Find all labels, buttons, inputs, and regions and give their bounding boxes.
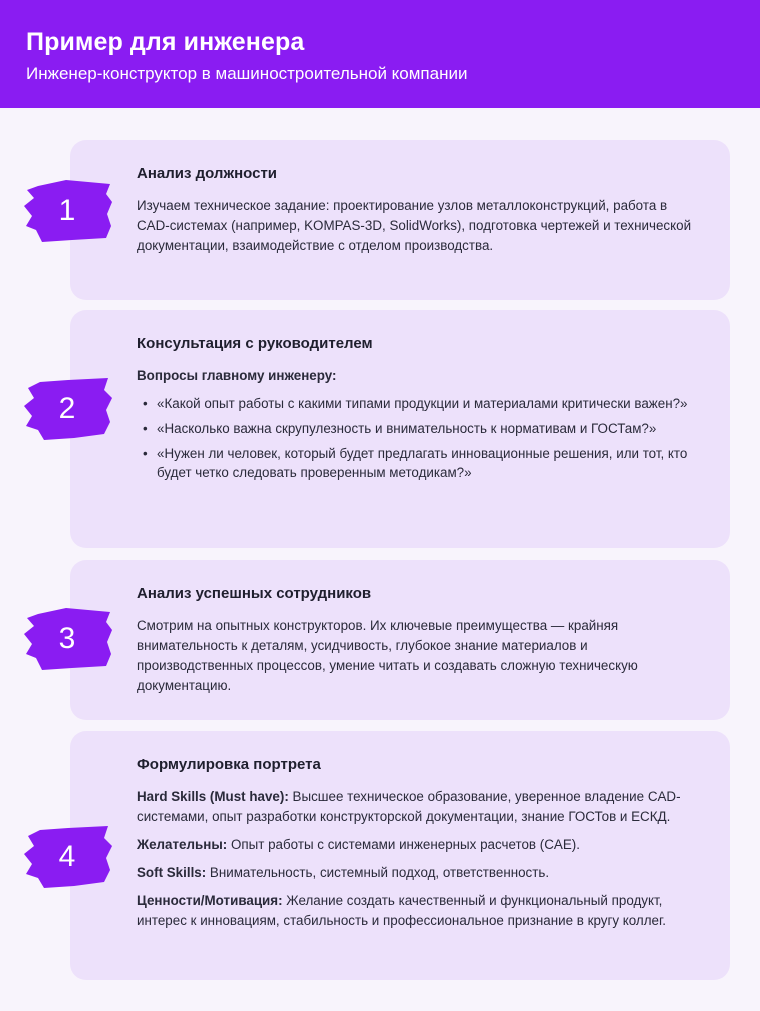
step-title: Анализ должности — [137, 165, 278, 182]
step-number: 1 — [58, 194, 76, 227]
page-subtitle: Инженер-конструктор в машиностроительной компании — [26, 64, 468, 83]
step-title: Формулировка портрета — [137, 756, 321, 773]
questions-list — [137, 394, 700, 482]
step-text: Смотрим на опытных конструкторов. Их ключевые преимущества — крайняя внимательность к деталям, усидчивость, глубокое знание материалов и производственных процессов, умение читать и создавать сложную техническую документацию. — [137, 618, 638, 693]
portrait-item: Hard Skills (Must have): Высшее техническое образование, уверенное владение CAD-системами, опыт разработки конструкторской документации, знание ГОСТов и ЕСКД. — [137, 789, 681, 824]
step-number: 3 — [58, 622, 76, 655]
step-card-1 — [70, 140, 730, 300]
step-card-2 — [70, 310, 730, 548]
questions-label: Вопросы главному инженеру: — [137, 368, 337, 383]
list-item: • «Насколько важна скрупулезность и внимательность к нормативам и ГОСТам?» — [137, 419, 700, 438]
step-text: Изучаем техническое задание: проектирование узлов металлоконструкций, работа в CAD-системах (например, KOMPAS-3D, SolidWorks), подготовка чертежей и технической документации, взаимодействие с отделом производства. — [137, 198, 692, 253]
step-card-3 — [70, 560, 730, 720]
portrait-item: Soft Skills: Внимательность, системный подход, ответственность. — [137, 865, 550, 880]
step-number: 2 — [58, 392, 76, 425]
step-number-badge-2 — [22, 378, 112, 440]
portrait-item: Ценности/Мотивация: Желание создать качественный и функциональный продукт, интерес к инновациям, стабильность и профессиональное признание в кругу коллег. — [137, 893, 666, 928]
page-header — [0, 0, 760, 108]
step-title: Анализ успешных сотрудников — [137, 585, 372, 602]
portrait-item: Желательны: Опыт работы с системами инженерных расчетов (CAE). — [137, 837, 580, 852]
step-number-badge-4 — [22, 826, 112, 888]
step-number: 4 — [58, 840, 76, 873]
step-number-badge-3 — [22, 608, 112, 670]
step-title: Консультация с руководителем — [137, 335, 373, 352]
list-item: • «Какой опыт работы с какими типами продукции и материалами критически важен?» — [137, 394, 700, 413]
step-number-badge-1 — [22, 180, 112, 242]
list-item: • «Нужен ли человек, который будет предлагать инновационные решения, или тот, кто будет четко следовать проверенным методикам?» — [137, 444, 700, 482]
step-card-4 — [70, 731, 730, 980]
page-title: Пример для инженера — [26, 28, 305, 56]
